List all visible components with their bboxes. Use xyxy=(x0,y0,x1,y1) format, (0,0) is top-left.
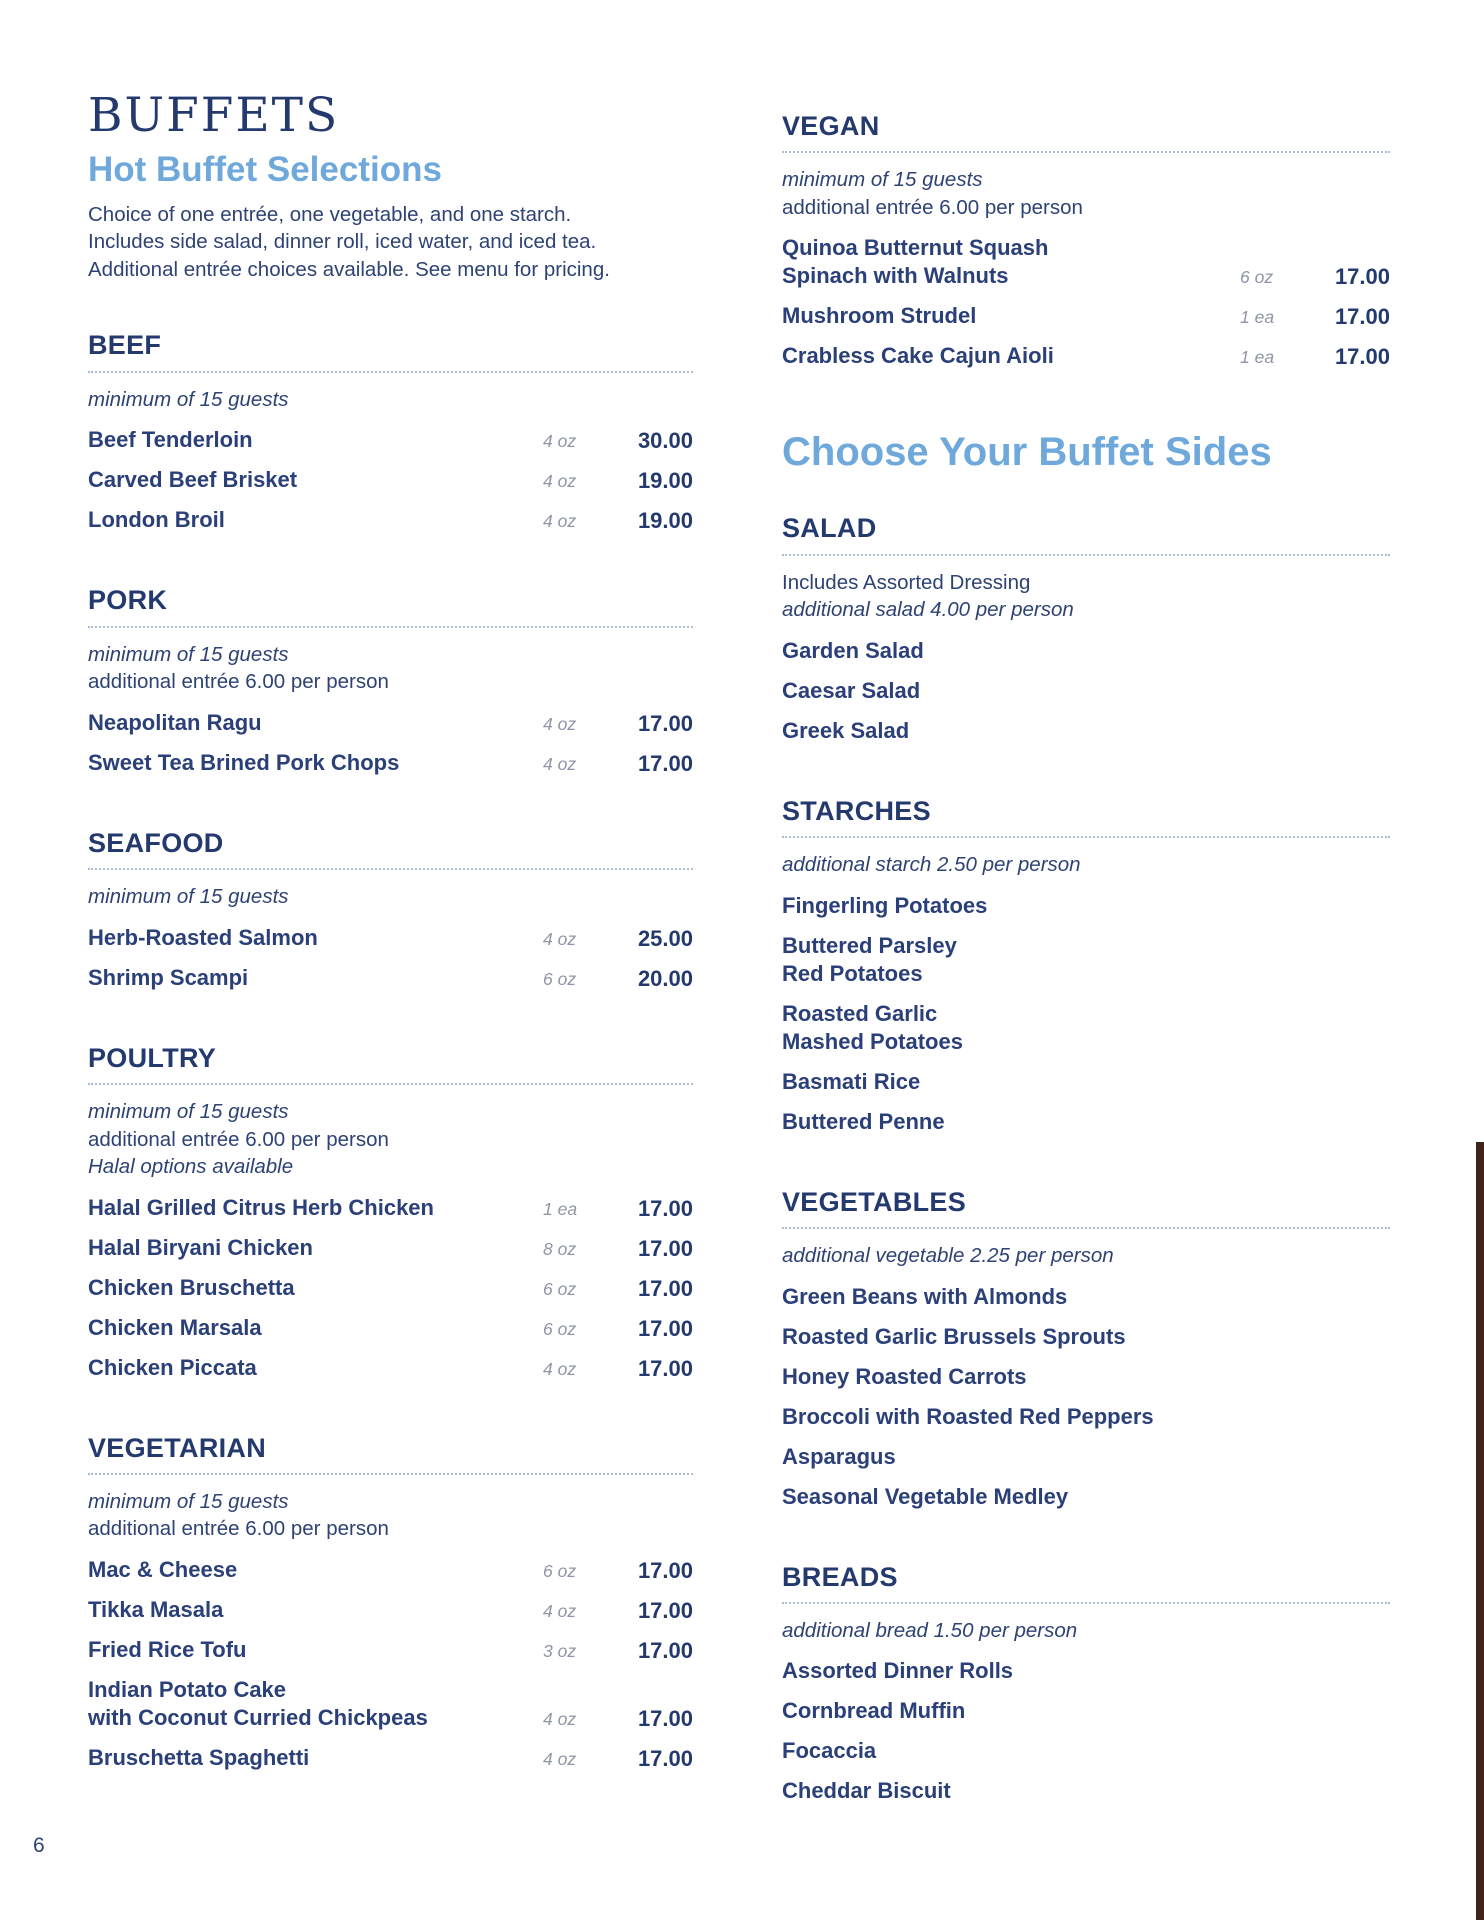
item-list xyxy=(88,420,693,540)
item-name: Shrimp Scampi xyxy=(88,964,249,990)
item-name-block xyxy=(782,1403,1390,1431)
item-name: Crabless Cake Cajun Aioli xyxy=(782,343,1054,369)
item-portion: 4 oz xyxy=(543,713,577,734)
item-name: Chicken Piccata xyxy=(88,1354,257,1380)
item-portion: 1 ea xyxy=(1240,347,1275,368)
item-price: 30.00 xyxy=(637,428,693,454)
item-price: 17.00 xyxy=(637,1705,693,1731)
menu-section xyxy=(782,1186,1390,1517)
item-name: Basmati Rice xyxy=(782,1068,921,1094)
item-name: Bruschetta Spaghetti xyxy=(88,1744,310,1770)
menu-item xyxy=(782,336,1390,376)
item-portion: 4 oz xyxy=(543,1600,577,1621)
section-note: additional vegetable 2.25 per person xyxy=(782,1244,1114,1268)
menu-item xyxy=(782,994,1390,1062)
item-price: 20.00 xyxy=(637,965,693,991)
item-name: Roasted Garlic xyxy=(782,1000,938,1026)
item-name: Beef Tenderloin xyxy=(88,427,253,453)
menu-item xyxy=(782,1102,1390,1142)
menu-item xyxy=(88,1188,693,1228)
item-name: Garden Salad xyxy=(782,637,924,663)
item-name: Assorted Dinner Rolls xyxy=(782,1658,1014,1684)
item-name: London Broil xyxy=(88,507,225,533)
item-portion: 3 oz xyxy=(543,1640,577,1661)
item-price: 17.00 xyxy=(637,1557,693,1583)
item-price: 17.00 xyxy=(637,1195,693,1221)
menu-item xyxy=(88,1228,693,1268)
item-portion: 6 oz xyxy=(543,1560,577,1581)
item-name: Neapolitan Ragu xyxy=(88,709,262,735)
item-portion: 6 oz xyxy=(543,968,577,989)
item-name-block xyxy=(782,342,1240,370)
section-heading: BEEF xyxy=(88,330,162,361)
item-name-block xyxy=(782,1000,1390,1056)
item-name-block xyxy=(88,506,543,534)
item-name-block xyxy=(782,302,1240,330)
menu-item xyxy=(782,631,1390,671)
item-name: Seasonal Vegetable Medley xyxy=(782,1483,1069,1509)
item-name-block xyxy=(88,924,543,952)
menu-section xyxy=(88,584,693,782)
item-name: Asparagus xyxy=(782,1443,896,1469)
description-line: Choice of one entrée, one vegetable, and one starch. xyxy=(88,202,572,226)
menu-item xyxy=(88,500,693,540)
section-notes xyxy=(782,851,1390,879)
section-notes xyxy=(88,1488,693,1543)
menu-item xyxy=(88,743,693,783)
section-note: additional entrée 6.00 per person xyxy=(88,670,389,694)
section-note: minimum of 15 guests xyxy=(782,168,983,192)
menu-item xyxy=(782,886,1390,926)
menu-item xyxy=(782,711,1390,751)
item-name-block xyxy=(88,749,543,777)
sides-title: Choose Your Buffet Sides xyxy=(782,430,1272,475)
item-name-block xyxy=(88,466,543,494)
menu-item xyxy=(88,703,693,743)
section-notes xyxy=(88,883,693,911)
item-price: 17.00 xyxy=(637,1745,693,1771)
item-name-block xyxy=(782,1737,1390,1765)
menu-item xyxy=(782,1731,1390,1771)
item-portion: 6 oz xyxy=(543,1318,577,1339)
item-name: Mac & Cheese xyxy=(88,1556,238,1582)
section-heading: SEAFOOD xyxy=(88,827,224,858)
item-name-block xyxy=(782,1363,1390,1391)
item-portion: 1 ea xyxy=(1240,307,1275,328)
item-name: Halal Biryani Chicken xyxy=(88,1234,313,1260)
section-heading: PORK xyxy=(88,585,168,616)
item-name-block xyxy=(782,234,1240,290)
item-list xyxy=(782,631,1390,751)
dotted-divider xyxy=(88,1473,693,1475)
item-name: Mushroom Strudel xyxy=(782,303,977,329)
item-price: 17.00 xyxy=(637,1315,693,1341)
item-name: Tikka Masala xyxy=(88,1596,224,1622)
item-name-block xyxy=(88,426,543,454)
item-portion: 4 oz xyxy=(543,1708,577,1729)
menu-item xyxy=(88,420,693,460)
item-list xyxy=(782,228,1390,376)
item-portion: 8 oz xyxy=(543,1238,577,1259)
page-title: BUFFETS xyxy=(88,88,340,143)
section-heading: POULTRY xyxy=(88,1042,217,1073)
item-name-block xyxy=(782,1443,1390,1471)
item-name-block xyxy=(782,677,1390,705)
item-name-block xyxy=(782,717,1390,745)
vegan-sections xyxy=(782,110,1390,376)
menu-item xyxy=(782,296,1390,336)
right-column xyxy=(782,110,1390,1811)
dotted-divider xyxy=(88,868,693,870)
item-list xyxy=(782,1651,1390,1811)
item-name-block xyxy=(782,1068,1390,1096)
menu-item xyxy=(782,1357,1390,1397)
page-number: 6 xyxy=(33,1834,45,1857)
section-note: minimum of 15 guests xyxy=(88,1100,289,1123)
menu-section xyxy=(782,110,1390,376)
menu-item xyxy=(88,1348,693,1388)
item-name: Sweet Tea Brined Pork Chops xyxy=(88,749,400,775)
section-notes xyxy=(782,569,1390,624)
item-list xyxy=(88,1550,693,1778)
item-name-block xyxy=(88,1596,543,1624)
section-heading: BREADS xyxy=(782,1561,898,1592)
menu-section xyxy=(782,512,1390,750)
item-price: 19.00 xyxy=(637,468,693,494)
item-name: Fingerling Potatoes xyxy=(782,892,988,918)
item-name: Green Beans with Almonds xyxy=(782,1283,1068,1309)
menu-item xyxy=(782,1277,1390,1317)
menu-item xyxy=(782,926,1390,994)
menu-item xyxy=(88,1630,693,1670)
menu-item xyxy=(782,1771,1390,1811)
item-price: 17.00 xyxy=(637,1355,693,1381)
item-name: Honey Roasted Carrots xyxy=(782,1363,1027,1389)
item-name-block xyxy=(88,709,543,737)
section-note: minimum of 15 guests xyxy=(88,885,289,909)
item-name: Chicken Marsala xyxy=(88,1314,262,1340)
item-name: Caesar Salad xyxy=(782,677,921,703)
section-note: Halal options available xyxy=(88,1155,294,1178)
description-line: Includes side salad, dinner roll, iced water, and iced tea. xyxy=(88,230,597,254)
section-note: minimum of 15 guests xyxy=(88,642,289,666)
item-portion: 4 oz xyxy=(543,471,577,492)
section-note: additional entrée 6.00 per person xyxy=(782,195,1083,219)
section-notes xyxy=(88,386,693,414)
item-list xyxy=(88,703,693,783)
item-name-block xyxy=(88,1636,543,1664)
item-name: Cheddar Biscuit xyxy=(782,1778,951,1804)
left-sections xyxy=(88,329,693,1777)
item-name: Focaccia xyxy=(782,1738,877,1764)
item-price: 17.00 xyxy=(637,1235,693,1261)
item-portion: 4 oz xyxy=(543,928,577,949)
section-notes xyxy=(88,641,693,696)
item-list xyxy=(782,1277,1390,1517)
item-name-block xyxy=(88,1354,543,1382)
section-note: additional bread 1.50 per person xyxy=(782,1618,1078,1642)
item-name-block xyxy=(88,1556,543,1584)
item-name: Carved Beef Brisket xyxy=(88,467,298,493)
item-name: Quinoa Butternut Squash xyxy=(782,235,1049,261)
hot-buffet-selections-title: Hot Buffet Selections xyxy=(88,149,442,189)
item-name-block xyxy=(88,1744,543,1772)
item-name: Herb-Roasted Salmon xyxy=(88,924,318,950)
item-name-block xyxy=(88,1274,543,1302)
item-name: Chicken Bruschetta xyxy=(88,1274,295,1300)
section-note: minimum of 15 guests xyxy=(88,1489,289,1513)
item-name-block xyxy=(782,637,1390,665)
menu-item xyxy=(782,1062,1390,1102)
menu-item xyxy=(782,1651,1390,1691)
section-notes xyxy=(88,1098,693,1181)
item-name-block xyxy=(88,1314,543,1342)
section-notes xyxy=(782,1242,1390,1270)
item-portion: 4 oz xyxy=(543,1358,577,1379)
menu-section xyxy=(88,1042,693,1388)
menu-item xyxy=(88,918,693,958)
item-name: Cornbread Muffin xyxy=(782,1698,966,1724)
menu-item xyxy=(782,1317,1390,1357)
menu-item xyxy=(782,1477,1390,1517)
item-portion: 6 oz xyxy=(543,1278,577,1299)
menu-item xyxy=(88,1738,693,1778)
dotted-divider xyxy=(782,554,1390,556)
dotted-divider xyxy=(782,836,1390,838)
section-note: additional entrée 6.00 per person xyxy=(88,1127,389,1151)
section-note: additional entrée 6.00 per person xyxy=(88,1517,389,1541)
menu-section xyxy=(88,1432,693,1778)
item-name: Roasted Garlic Brussels Sprouts xyxy=(782,1323,1126,1349)
item-name-block xyxy=(782,1697,1390,1725)
description-line: Additional entrée choices available. See menu for pricing. xyxy=(88,257,610,281)
section-note: minimum of 15 guests xyxy=(88,387,289,411)
item-name-block xyxy=(88,964,543,992)
item-name-block xyxy=(88,1194,543,1222)
item-name: Greek Salad xyxy=(782,717,910,743)
section-heading: VEGETABLES xyxy=(782,1186,967,1217)
menu-item xyxy=(88,1590,693,1630)
dotted-divider xyxy=(88,626,693,628)
item-name-block xyxy=(782,1657,1390,1685)
item-portion: 4 oz xyxy=(543,431,577,452)
item-price: 17.00 xyxy=(637,1275,693,1301)
item-name-block xyxy=(782,1777,1390,1805)
section-heading: SALAD xyxy=(782,513,877,544)
item-list xyxy=(88,918,693,998)
item-name-block xyxy=(782,1283,1390,1311)
item-name: Mashed Potatoes xyxy=(782,1028,963,1054)
dotted-divider xyxy=(88,1083,693,1085)
section-note: Includes Assorted Dressing xyxy=(782,570,1031,594)
left-column xyxy=(88,90,693,1778)
dotted-divider xyxy=(782,1602,1390,1604)
item-name-block xyxy=(782,1323,1390,1351)
section-heading: VEGETARIAN xyxy=(88,1432,267,1463)
menu-item xyxy=(782,1691,1390,1731)
item-price: 25.00 xyxy=(637,925,693,951)
menu-item xyxy=(782,1397,1390,1437)
item-price: 17.00 xyxy=(637,750,693,776)
item-name-block xyxy=(782,932,1390,988)
menu-item xyxy=(782,1437,1390,1477)
page-edge-strip xyxy=(1476,1142,1484,1920)
item-portion: 4 oz xyxy=(543,1748,577,1769)
dotted-divider xyxy=(782,1227,1390,1229)
menu-section xyxy=(88,827,693,998)
item-portion: 4 oz xyxy=(543,511,577,532)
item-name: Buttered Parsley xyxy=(782,932,957,958)
item-price: 17.00 xyxy=(637,1597,693,1623)
menu-item xyxy=(88,1268,693,1308)
section-note: additional starch 2.50 per person xyxy=(782,853,1081,877)
section-heading: VEGAN xyxy=(782,111,880,141)
sides-sections xyxy=(782,512,1390,1811)
item-portion: 1 ea xyxy=(543,1198,578,1219)
menu-item xyxy=(782,228,1390,296)
item-name: Indian Potato Cake xyxy=(88,1676,287,1702)
item-name: Broccoli with Roasted Red Peppers xyxy=(782,1403,1154,1429)
item-price: 17.00 xyxy=(637,1637,693,1663)
section-heading: STARCHES xyxy=(782,795,931,826)
item-name: Halal Grilled Citrus Herb Chicken xyxy=(88,1194,434,1220)
item-name: Fried Rice Tofu xyxy=(88,1636,247,1662)
item-name-block xyxy=(88,1234,543,1262)
item-list xyxy=(782,886,1390,1142)
item-price: 17.00 xyxy=(1334,344,1390,370)
menu-section xyxy=(88,329,693,540)
item-price: 17.00 xyxy=(637,710,693,736)
menu-item xyxy=(88,1670,693,1738)
menu-item xyxy=(88,460,693,500)
item-portion: 6 oz xyxy=(1240,267,1274,288)
item-name-block xyxy=(782,1108,1390,1136)
item-price: 17.00 xyxy=(1334,304,1390,330)
item-name: Buttered Penne xyxy=(782,1108,945,1134)
menu-section xyxy=(782,795,1390,1142)
item-list xyxy=(88,1188,693,1388)
item-name-block xyxy=(782,892,1390,920)
section-note: additional salad 4.00 per person xyxy=(782,598,1074,622)
section-notes xyxy=(782,1617,1390,1645)
menu-item xyxy=(88,1308,693,1348)
menu-item xyxy=(88,958,693,998)
dotted-divider xyxy=(88,371,693,373)
item-price: 17.00 xyxy=(1334,264,1390,290)
section-notes xyxy=(782,166,1390,221)
item-name: with Coconut Curried Chickpeas xyxy=(88,1704,428,1730)
buffet-description xyxy=(88,201,693,284)
item-portion: 4 oz xyxy=(543,753,577,774)
menu-item xyxy=(782,671,1390,711)
dotted-divider xyxy=(782,151,1390,153)
menu-item xyxy=(88,1550,693,1590)
item-name: Red Potatoes xyxy=(782,960,923,986)
item-name-block xyxy=(88,1676,543,1732)
item-name: Spinach with Walnuts xyxy=(782,263,1009,289)
item-price: 19.00 xyxy=(637,508,693,534)
item-name-block xyxy=(782,1483,1390,1511)
menu-section xyxy=(782,1561,1390,1812)
